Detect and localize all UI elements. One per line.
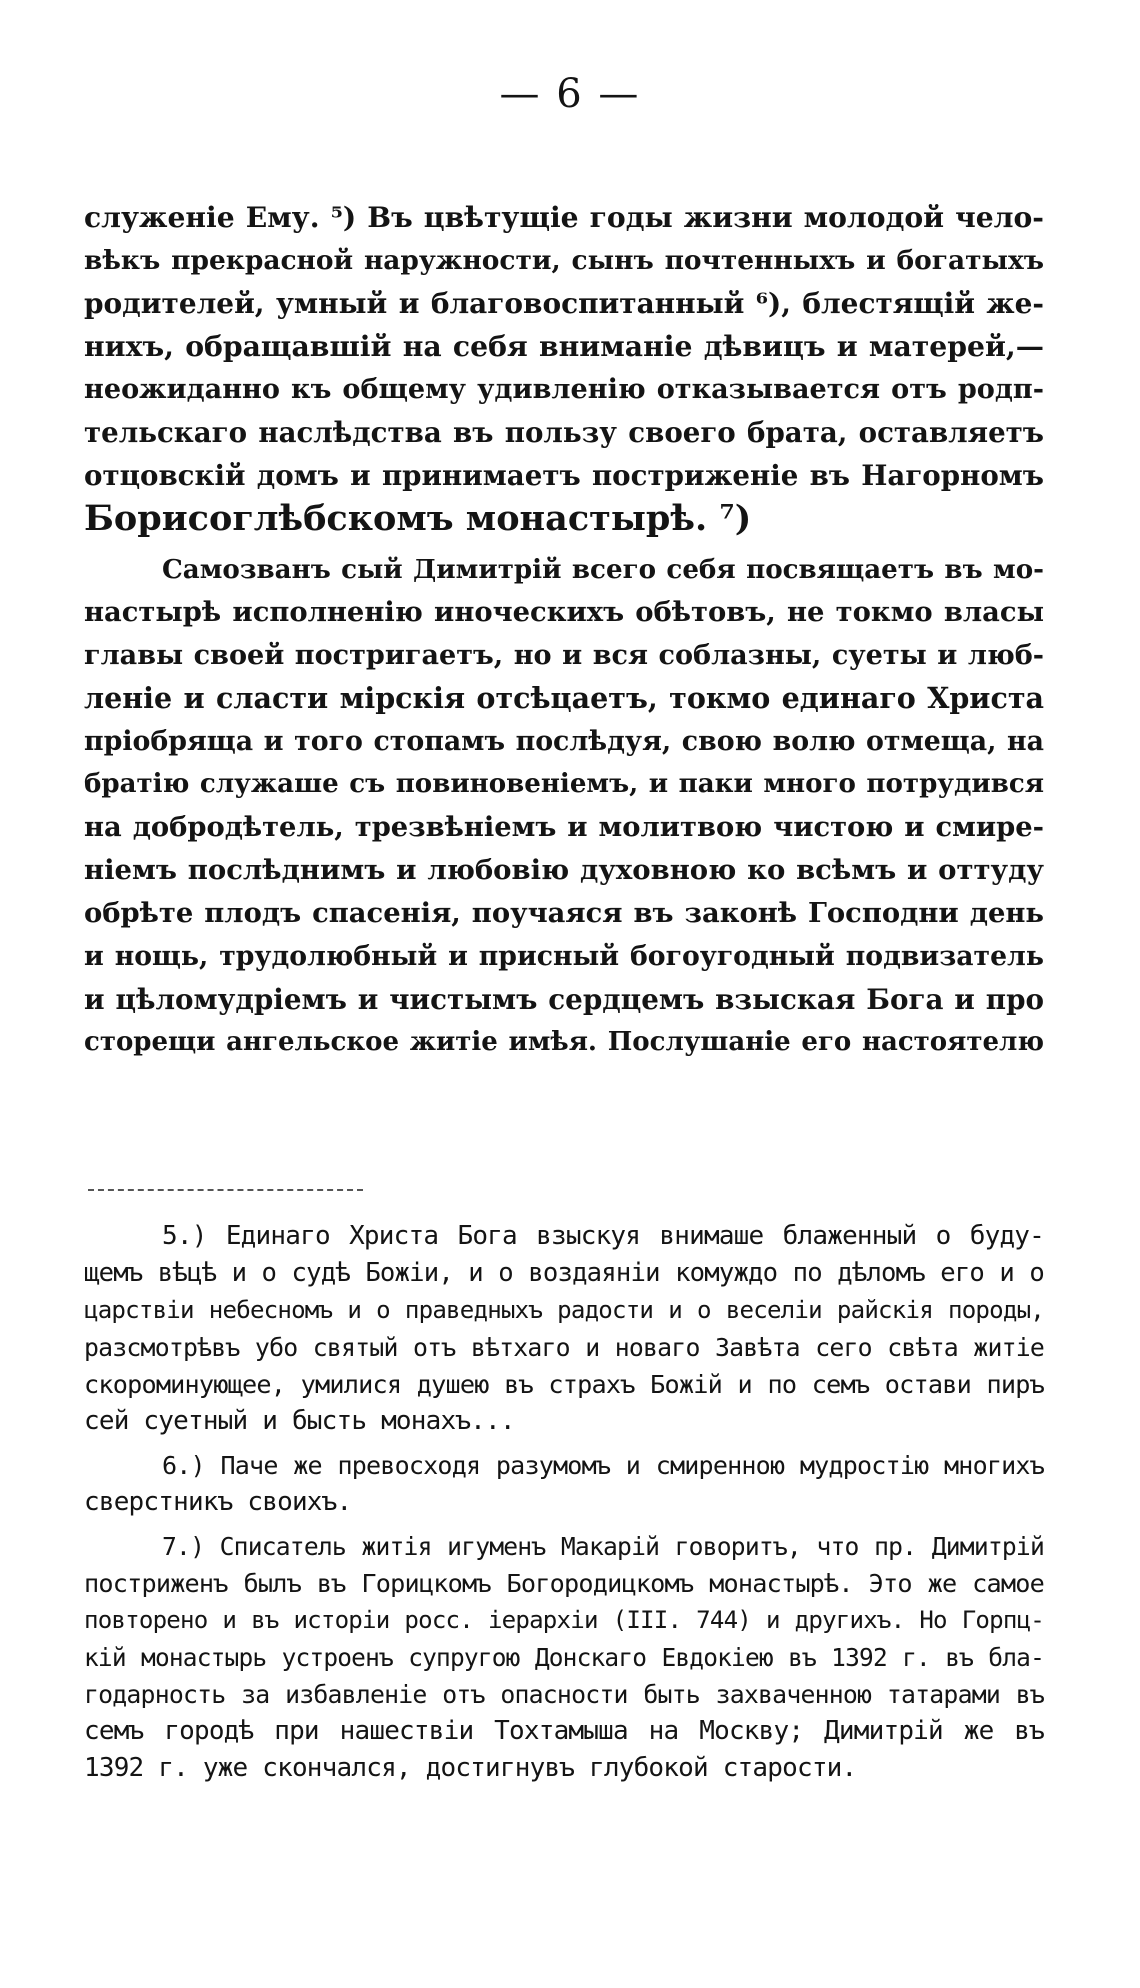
footnote-line: 7.) Списатель житія игуменъ Макарій говоритъ, что пр. Димитрій [162, 1532, 1044, 1561]
footnote-line: кій монастырь устроенъ супругою Донскаго Евдокіею въ 1392 г. въ бла- [84, 1643, 1044, 1672]
text-line: настырѣ исполненію иноческихъ обѣтовъ, не токмо власы [84, 596, 1044, 628]
footnote-divider [88, 1189, 363, 1191]
footnote-line: 1392 г. уже скончался, достигнувъ глубокой старости. [84, 1753, 857, 1783]
paragraph-2 [84, 548, 1044, 1064]
footnote-6 [84, 1447, 1044, 1521]
footnote-line: повторено и въ исторіи росс. іерархіи (III. 744) и другихъ. Но Горпц- [84, 1606, 1044, 1634]
footnote-line: сей суетный и бысть монахъ... [84, 1406, 515, 1436]
text-line: и нощь, трудолюбный и присный богоугодный подвизатель [84, 941, 1044, 972]
text-line: нихъ, обращавшій на себя вниманіе дѣвицъ и матерей,— [84, 329, 1044, 363]
footnote-line: сверстникъ своихъ. [84, 1487, 352, 1517]
footnote-line: щемъ вѣцѣ и о судѣ Божіи, и о воздаяніи комуждо по дѣломъ его и о [84, 1258, 1044, 1288]
footnote-line: годарность за избавленіе отъ опасности быть захваченною татарами въ [84, 1680, 1044, 1709]
page-number: — 6 — [499, 71, 641, 117]
text-line: родителей, умный и благовоспитанный ⁶), блестящій же- [84, 287, 1044, 320]
text-line: на добродѣтель, трезвѣніемъ и молитвою чистою и смире- [84, 811, 1044, 843]
footnote-line: 6.) Паче же превосходя разумомъ и смиренною мудростію многихъ [162, 1451, 1044, 1480]
footnote-line: царствіи небесномъ и о праведныхъ радости и о веселіи райскія породы, [84, 1296, 1044, 1324]
text-line: леніе и сласти мірскія отсѣцаетъ, токмо единаго Христа [84, 681, 1044, 715]
footnote-5 [84, 1218, 1044, 1440]
text-line: и цѣломудріемъ и чистымъ сердцемъ взыская Бога и про [84, 983, 1044, 1016]
text-line: тельскаго наслѣдства въ пользу своего брата, оставляетъ [84, 416, 1044, 449]
main-text [84, 196, 1044, 1072]
footnote-line: семъ городѣ при нашествіи Тохтамыша на Москву; Димитрій же въ [84, 1716, 1044, 1746]
footnote-line: скороминующее, умилися душею въ страхъ Божій и по семъ остави пиръ [84, 1370, 1044, 1399]
footnote-7 [84, 1528, 1044, 1787]
text-line: ніемъ послѣднимъ и любовію духовною ко всѣмъ и оттуду [84, 854, 1044, 886]
text-line: Борисоглѣбскомъ монастырѣ. ⁷) [84, 498, 752, 539]
footnote-line: постриженъ былъ въ Горицкомъ Богородицкомъ монастырѣ. Это же самое [84, 1569, 1044, 1598]
footnote-line: 5.) Единаго Христа Бога взыскуя внимаше блаженный о буду- [162, 1221, 1044, 1251]
text-line: пріобряща и того стопамъ послѣдуя, свою волю отмеща, на [84, 726, 1044, 757]
text-line: Самозванъ сый Димитрій всего себя посвящаетъ въ мо- [162, 554, 1044, 585]
text-line: неожиданно къ общему удивленію отказывается отъ родп- [84, 374, 1044, 405]
text-line: отцовскій домъ и принимаетъ постриженіе въ Нагорномъ [84, 459, 1044, 492]
text-line: обрѣте плодъ спасенія, поучаяся въ законѣ Господни день [84, 897, 1044, 929]
text-line: главы своей постригаетъ, но и вся соблазны, суеты и люб- [84, 640, 1044, 671]
text-line: братію служаше съ повиновеніемъ, и паки много потрудився [84, 769, 1044, 799]
paragraph-1 [84, 196, 1044, 540]
text-line: служеніе Ему. ⁵) Въ цвѣтущіе годы жизни молодой чело- [84, 201, 1044, 234]
text-line: сторещи ангельское житіе имѣя. Послушаніе его настоятелю [84, 1027, 1044, 1057]
footnote-line: разсмотрѣвъ убо святый отъ вѣтхаго и новаго Завѣта сего свѣта житіе [84, 1333, 1044, 1362]
footnotes [84, 1218, 1044, 1794]
text-line: вѣкъ прекрасной наружности, сынъ почтенныхъ и богатыхъ [84, 245, 1044, 276]
